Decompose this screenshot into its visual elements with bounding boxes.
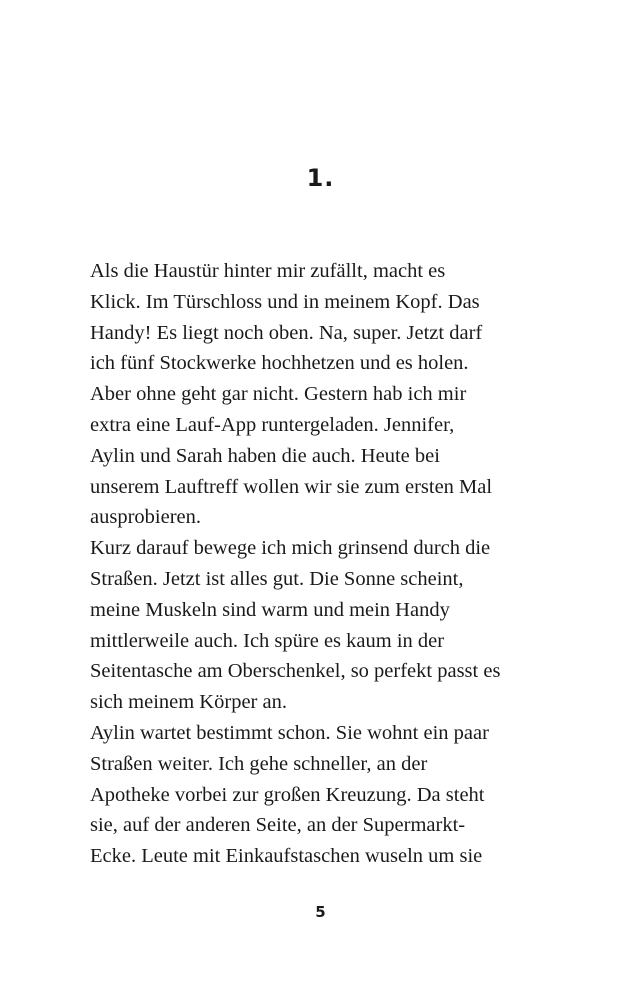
text-line: mittlerweile auch. Ich spüre es kaum in der: [90, 629, 445, 652]
text-line: Kurz darauf bewege ich mich grinsend durch die: [90, 537, 491, 560]
text-line: Als die Haustür hinter mir zufällt, macht es: [90, 260, 446, 282]
text-line: Handy! Es liegt noch oben. Na, super. Jetzt darf: [90, 321, 483, 344]
text-line: Ecke. Leute mit Einkaufstaschen wuseln um sie: [90, 845, 483, 868]
text-line: Aylin und Sarah haben die auch. Heute bei: [90, 444, 440, 467]
text-line: ausprobieren.: [90, 506, 201, 529]
text-line: Straßen weiter. Ich gehe schneller, an der: [90, 752, 428, 775]
text-line: Seitentasche am Oberschenkel, so perfekt passt es: [90, 660, 501, 683]
text-line: unserem Lauftreff wollen wir sie zum ersten Mal: [90, 475, 493, 498]
text-line: sie, auf der anderen Seite, an der Supermarkt-: [90, 814, 466, 837]
text-line: ich fünf Stockwerke hochhetzen und es holen.: [90, 352, 469, 375]
text-line: meine Muskeln sind warm und mein Handy: [90, 598, 450, 621]
text-line: Aber ohne geht gar nicht. Gestern hab ich mir: [90, 383, 467, 406]
chapter-heading: 1.: [306, 164, 335, 192]
text-line: Klick. Im Türschloss und in meinem Kopf. Das: [90, 290, 480, 313]
text-line: Apotheke vorbei zur großen Kreuzung. Da steht: [90, 783, 485, 806]
text-line: sich meinem Körper an.: [90, 691, 287, 714]
page-number: 5: [315, 903, 326, 921]
body-text: [90, 256, 560, 872]
text-line: Aylin wartet bestimmt schon. Sie wohnt ein paar: [90, 721, 489, 744]
text-line: extra eine Lauf-App runtergeladen. Jennifer,: [90, 413, 455, 436]
text-line: Straßen. Jetzt ist alles gut. Die Sonne scheint,: [90, 567, 464, 590]
